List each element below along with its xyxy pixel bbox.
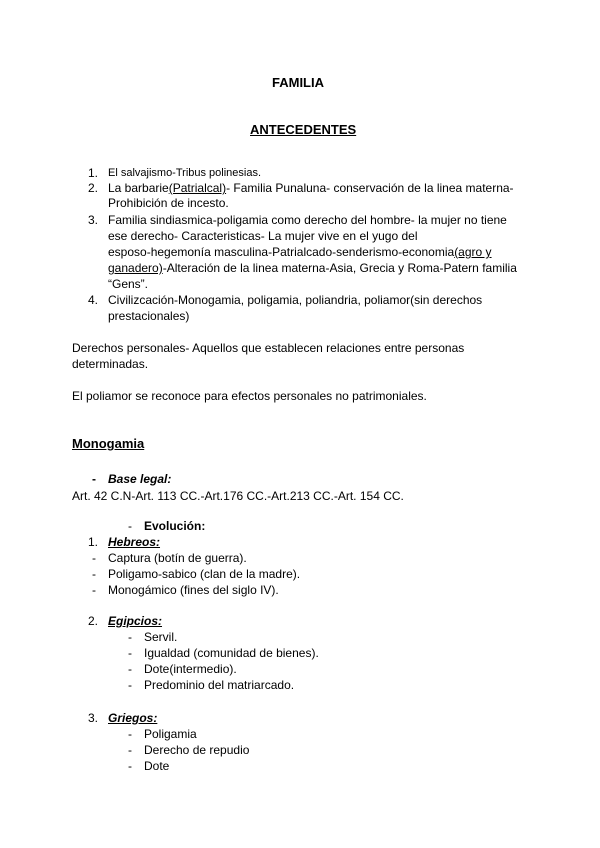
bullet-dash: - — [128, 646, 132, 660]
list-item: Servil. — [144, 630, 178, 644]
list-item: Captura (botín de guerra). — [108, 551, 247, 565]
list-number: 4. — [87, 293, 98, 307]
base-legal-label: Base legal: — [108, 472, 172, 486]
list-item-line — [108, 261, 517, 276]
list-item — [108, 181, 514, 196]
underlined-span: ganadero) — [108, 261, 163, 275]
underlined-span: (agro y — [454, 245, 492, 259]
list-item-line: prestacionales) — [108, 309, 190, 323]
list-item-line — [108, 245, 492, 260]
bullet-dash: - — [128, 727, 132, 741]
list-item: Poligamo-sabico (clan de la madre). — [108, 567, 301, 581]
list-item: Monogámico (fines del siglo IV). — [108, 583, 279, 597]
list-number: 3. — [87, 213, 98, 227]
paragraph-poliamor: El poliamor se reconoce para efectos personales no patrimoniales. — [72, 389, 427, 403]
hebreos-label: Hebreos: — [108, 535, 161, 549]
griegos-label: Griegos: — [108, 711, 158, 725]
list-item-line: ese derecho- Caracteristicas- La mujer vive en el yugo del — [108, 229, 418, 243]
monogamia-heading: Monogamia — [72, 436, 145, 451]
list-item: El salvajismo-Tribus polinesias. — [108, 167, 262, 179]
list-number: 1. — [87, 166, 98, 180]
list-number: 1. — [87, 535, 98, 549]
text-span: -Alteración de la linea materna-Asia, Grecia y Roma-Patern familia — [162, 261, 517, 275]
paragraph-derechos-line: determinadas. — [72, 357, 149, 371]
text-span: - Familia Punaluna- conservación de la linea materna- — [226, 181, 514, 195]
list-item: Dote(intermedio). — [144, 662, 237, 676]
bullet-dash: - — [128, 662, 132, 676]
list-item: Poligamia — [144, 727, 197, 741]
antecedentes-heading: ANTECEDENTES — [250, 122, 357, 137]
bullet-dash: - — [128, 743, 132, 757]
list-number: 2. — [87, 614, 98, 628]
text-span: La barbarie — [108, 181, 169, 195]
list-item: Igualdad (comunidad de bienes). — [144, 646, 319, 660]
base-legal-text: Art. 42 C.N-Art. 113 CC.-Art.176 CC.-Art.213 CC.-Art. 154 CC. — [72, 489, 404, 503]
egipcios-label: Egipcios: — [108, 614, 163, 628]
list-item: Civilizcación-Monogamia, poligamia, poliandria, poliamor(sin derechos — [108, 293, 483, 307]
underlined-span: (Patrialcal) — [168, 181, 227, 195]
bullet-dash: - — [128, 519, 132, 533]
bullet-dash: - — [92, 472, 96, 486]
evolucion-label: Evolución: — [144, 519, 206, 533]
list-item: Familia sindiasmica-poligamia como derecho del hombre- la mujer no tiene — [108, 213, 507, 227]
bullet-dash: - — [92, 583, 96, 597]
bullet-dash: - — [92, 567, 96, 581]
list-number: 2. — [87, 181, 98, 195]
bullet-dash: - — [128, 759, 132, 773]
list-item-line: “Gens”. — [108, 277, 149, 291]
text-span: esposo-hegemonía masculina-Patrialcado-senderismo-economia — [108, 245, 455, 259]
list-item-line: Prohibición de incesto. — [108, 196, 229, 210]
list-item: Dote — [144, 759, 170, 773]
list-item: Predominio del matriarcado. — [144, 678, 295, 692]
bullet-dash: - — [92, 551, 96, 565]
list-number: 3. — [87, 711, 98, 725]
bullet-dash: - — [128, 678, 132, 692]
paragraph-derechos: Derechos personales- Aquellos que establecen relaciones entre personas — [72, 341, 465, 355]
bullet-dash: - — [128, 630, 132, 644]
list-item: Derecho de repudio — [144, 743, 250, 757]
document-title: FAMILIA — [272, 75, 324, 90]
